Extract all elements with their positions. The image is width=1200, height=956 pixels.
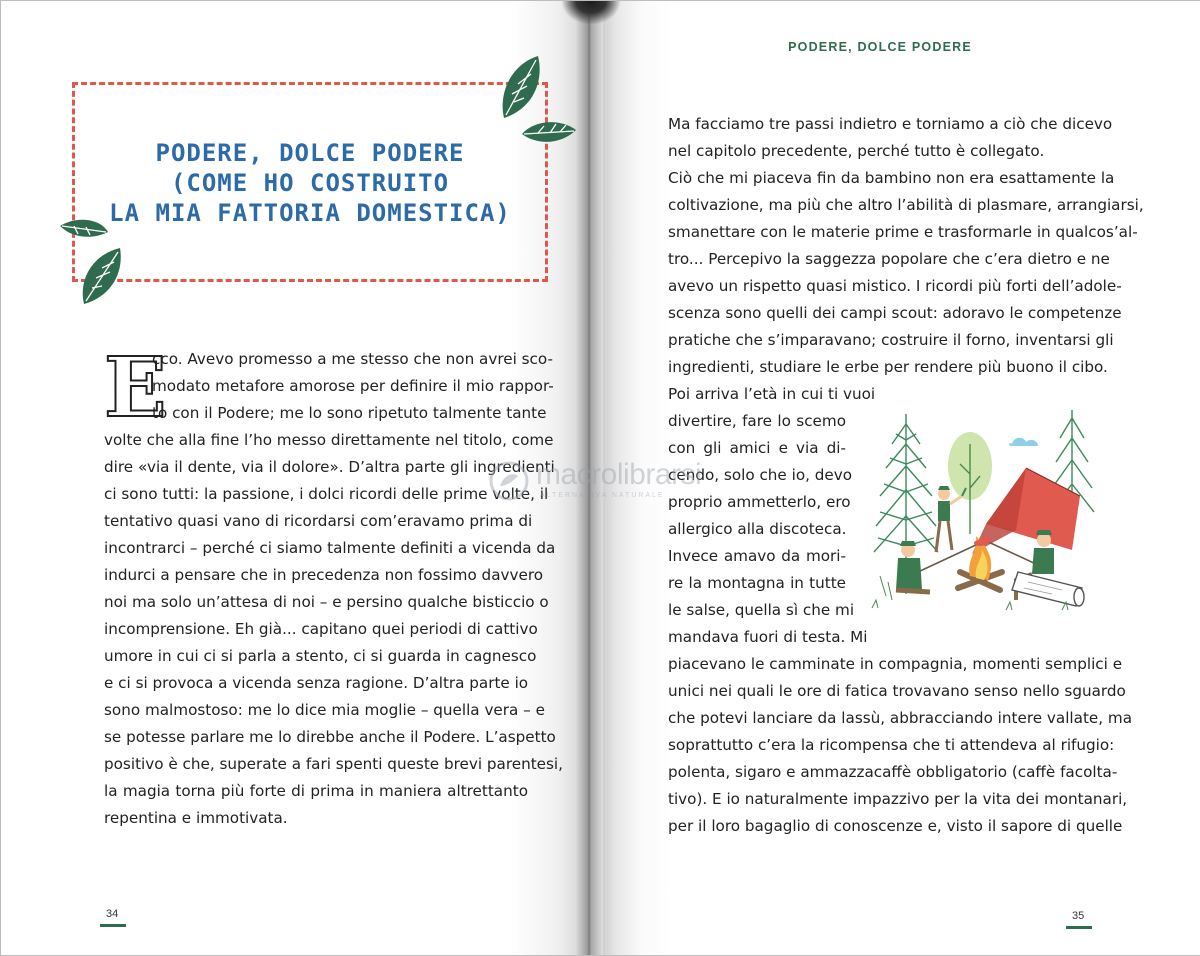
watermark-logo-icon <box>488 460 530 502</box>
text-line: ci sono tutti: la passione, i dolci ricordi delle prime volte, il <box>104 485 549 503</box>
text-line: indurci a pensare che in precedenza non fossimo davvero <box>104 566 544 584</box>
text-line: Ma facciamo tre passi indietro e torniamo a ciò che dicevo <box>668 115 1113 133</box>
text-line: Invece amavo da mori- <box>668 547 846 565</box>
text-line: tentativo quasi vano di ricordarsi com’eravamo prima di <box>104 512 533 530</box>
text-line: soprattutto c’era la ricompensa che ti attendeva al rifugio: <box>668 736 1115 754</box>
chapter-title <box>72 138 548 228</box>
text-line: che potevi lanciare da lassù, abbracciando intere vallate, ma <box>668 709 1133 727</box>
text-line: cco. Avevo promesso a me stesso che non avrei sco- <box>152 350 553 368</box>
watermark-subtext: ALTERNATIVA NATURALE <box>540 492 665 499</box>
page-number-right: 35 <box>1072 910 1085 922</box>
text-line: umore in cui ci si parla a stento, ci si guarda in cagnesco <box>104 647 537 665</box>
text-line: coltivazione, ma più che altro l’abilità di plasmare, arrangiarsi, <box>668 196 1144 214</box>
page-number-left: 34 <box>106 908 119 920</box>
left-body-text <box>104 340 563 832</box>
chapter-title-line-1: PODERE, DOLCE PODERE <box>155 139 465 167</box>
text-line: scenza sono quelli dei campi scout: adoravo le competenze <box>668 304 1122 322</box>
watermark-text: macrolibrarsi <box>536 458 702 491</box>
text-line: noi ma solo un’attesa di noi – e persino qualche bisticcio o <box>104 593 549 611</box>
log-icon <box>1012 572 1084 606</box>
running-head: PODERE, DOLCE PODERE <box>788 40 972 54</box>
text-line: Poi arriva l’età in cui ti vuoi <box>668 385 876 403</box>
text-line: allergico alla discoteca. <box>668 520 847 538</box>
watermark <box>488 458 728 508</box>
leaf-top-right-icon <box>494 52 580 148</box>
text-line: avevo un rispetto quasi mistico. I ricordi più forti dell’adole- <box>668 277 1122 295</box>
text-line: sono malmostoso: me lo dice mia moglie – quella vera – e <box>104 701 545 719</box>
text-line: polenta, sigaro e ammazzacaffè obbligatorio (caffè facolta- <box>668 763 1118 781</box>
text-line: tivo). E io naturalmente impazzivo per la vita dei montanari, <box>668 790 1128 808</box>
text-line: ingredienti, studiare le erbe per rendere più buono il cibo. <box>668 358 1108 376</box>
text-line: proprio ammetterlo, ero <box>668 493 851 511</box>
text-wrap-column <box>668 381 876 651</box>
text-line: la magia torna più forte di prima in maniera altrettanto <box>104 782 528 800</box>
standing-scout-icon <box>936 486 966 552</box>
text-line: to con il Podere; me lo sono ripetuto talmente tante <box>152 404 547 422</box>
leaf-bottom-left-icon <box>56 214 132 308</box>
text-line: unici nei quali le ore di fatica trovavano senso nello sguardo <box>668 682 1126 700</box>
text-line: nel capitolo precedente, perché tutto è collegato. <box>668 142 1045 160</box>
text-line: dire «via il dente, via il dolore». D’altra parte gli ingredienti <box>104 458 555 476</box>
cloud-icon <box>1009 438 1038 446</box>
drop-cap: E <box>104 340 167 436</box>
chapter-title-line-2: (COME HO COSTRUITO <box>170 169 450 197</box>
text-line: mandava fuori di testa. Mi <box>668 628 868 646</box>
text-line: Ciò che mi piaceva fin da bambino non era esattamente la <box>668 169 1115 187</box>
text-line: con gli amici e via di- <box>668 439 846 457</box>
text-line: divertire, fare lo scemo <box>668 412 846 430</box>
text-line: incomprensione. Eh già... capitano quei periodi di cattivo <box>104 620 538 638</box>
text-line: se potesse parlare me lo direbbe anche il Podere. L’aspetto <box>104 728 556 746</box>
text-line: le salse, quella sì che mi <box>668 601 855 619</box>
binding-shadow <box>561 1 621 25</box>
text-line: pratiche che s’imparavano; costruire il forno, inventarsi gli <box>668 331 1114 349</box>
scout-camp-illustration <box>866 404 1098 620</box>
page-number-right-bar <box>1066 926 1092 929</box>
text-line: cendo, solo che io, devo <box>668 466 853 484</box>
text-line: smanettare con le materie prime e trasformarle in qualcos’al- <box>668 223 1138 241</box>
grass-icon <box>872 600 1068 610</box>
text-line: piacevano le camminate in compagnia, momenti semplici e <box>668 655 1123 673</box>
text-line: volte che alla fine l’ho messo direttamente nel titolo, come <box>104 431 554 449</box>
text-line: repentina e immotivata. <box>104 809 288 827</box>
text-line: e ci si provoca a vicenda senza ragione. D’altra parte io <box>104 674 529 692</box>
text-line: re la montagna in tutte <box>668 574 846 592</box>
chapter-title-line-3: LA MIA FATTORIA DOMESTICA) <box>109 199 511 227</box>
round-tree-icon <box>948 432 992 534</box>
text-line: modato metafore amorose per definire il mio rappor- <box>152 377 554 395</box>
text-line: positivo è che, superate a fari spenti queste brevi parentesi, <box>104 755 563 773</box>
text-line: tro... Percepivo la saggezza popolare che c’era dietro e ne <box>668 250 1110 268</box>
text-line: per il loro bagaglio di conoscenze e, visto il sapore di quelle <box>668 817 1123 835</box>
page-number-left-bar <box>100 924 126 927</box>
text-line: incontrarci – perché ci siamo talmente definiti a vicenda da <box>104 539 556 557</box>
